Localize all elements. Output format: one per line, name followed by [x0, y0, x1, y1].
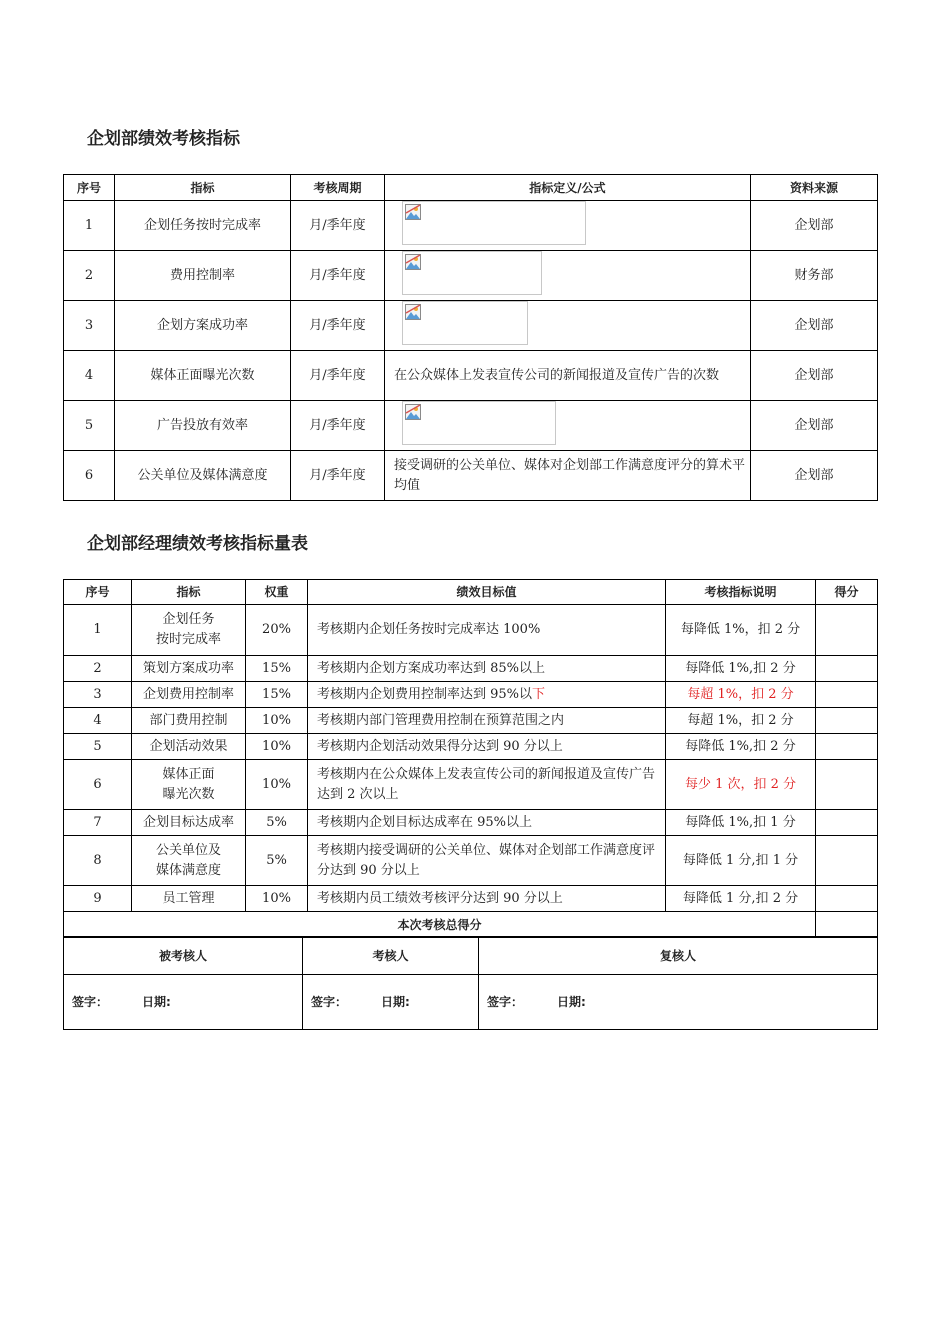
kpi-indicator: 公关单位及媒体满意度 [115, 451, 291, 501]
header-seq: 序号 [64, 175, 115, 201]
kpi-seq: 5 [64, 401, 115, 451]
assessor-sign-cell[interactable] [303, 975, 479, 1030]
kpi-indicator: 企划方案成功率 [115, 301, 291, 351]
target-text: 考核期内部门管理费用控制在预算范围之内 [317, 712, 565, 728]
section1-title: 企划部绩效考核指标 [87, 129, 240, 149]
scale-seq: 4 [64, 708, 132, 734]
scale-weight: 10% [246, 760, 308, 810]
scale-header-row [64, 580, 878, 605]
scale-table [63, 579, 878, 938]
scale-seq: 5 [64, 734, 132, 760]
scale-row [64, 656, 878, 682]
scale-target [308, 760, 666, 810]
scale-note: 每降低 1 分,扣 2 分 [666, 886, 816, 912]
scale-target [308, 734, 666, 760]
kpi-indicator: 广告投放有效率 [115, 401, 291, 451]
broken-image-icon [405, 204, 421, 220]
kpi-definition [385, 201, 751, 251]
scale-seq: 9 [64, 886, 132, 912]
scale-indicator: 企划活动效果 [132, 734, 246, 760]
kpi-row [64, 301, 878, 351]
signoff-role-row [64, 937, 878, 975]
signoff-sign-row [64, 975, 878, 1030]
kpi-period: 月/季年度 [291, 201, 385, 251]
kpi-source: 企划部 [751, 301, 878, 351]
total-score-cell[interactable] [816, 912, 878, 938]
target-text: 考核期内员工绩效考核评分达到 90 分以上 [317, 890, 563, 906]
scale-row [64, 810, 878, 836]
role-assessor: 考核人 [303, 937, 479, 975]
kpi-source: 企划部 [751, 351, 878, 401]
section2-title: 企划部经理绩效考核指标量表 [87, 534, 308, 554]
scale-seq: 2 [64, 656, 132, 682]
scale-note: 每少 1 次，扣 2 分 [666, 760, 816, 810]
date-label: 日期: [557, 995, 586, 1009]
kpi-table [63, 174, 878, 501]
scale-header-target: 绩效目标值 [308, 580, 666, 605]
kpi-source: 企划部 [751, 401, 878, 451]
role-reviewer: 复核人 [479, 937, 878, 975]
kpi-definition [385, 401, 751, 451]
scale-weight: 15% [246, 682, 308, 708]
kpi-indicator: 费用控制率 [115, 251, 291, 301]
target-text: 考核期内企划任务按时完成率达 100% [317, 622, 541, 637]
target-text: 考核期内企划费用控制率达到 95%以 [317, 686, 533, 702]
kpi-row [64, 201, 878, 251]
scale-indicator: 企划任务 按时完成率 [132, 605, 246, 656]
scale-header-score: 得分 [816, 580, 878, 605]
kpi-period: 月/季年度 [291, 351, 385, 401]
scale-header-note: 考核指标说明 [666, 580, 816, 605]
date-label: 日期: [142, 995, 171, 1009]
date-label: 日期: [381, 995, 410, 1009]
scale-target [308, 836, 666, 886]
scale-row [64, 836, 878, 886]
broken-image-icon [405, 404, 421, 420]
scale-weight: 10% [246, 734, 308, 760]
kpi-indicator: 媒体正面曝光次数 [115, 351, 291, 401]
header-source: 资料来源 [751, 175, 878, 201]
scale-note: 每降低 1%，扣 2 分 [666, 605, 816, 656]
scale-header-seq: 序号 [64, 580, 132, 605]
scale-indicator: 企划费用控制率 [132, 682, 246, 708]
kpi-definition: 在公众媒体上发表宣传公司的新闻报道及宣传广告的次数 [385, 351, 751, 401]
signoff-table [63, 936, 878, 1030]
kpi-definition [385, 251, 751, 301]
scale-indicator: 员工管理 [132, 886, 246, 912]
kpi-period: 月/季年度 [291, 451, 385, 501]
formula-image-placeholder [402, 401, 556, 445]
target-text: 考核期内接受调研的公关单位、媒体对企划部工作满意度评分达到 90 分以上 [317, 842, 656, 878]
scale-note: 每超 1%，扣 2 分 [666, 682, 816, 708]
scale-note: 每超 1%，扣 2 分 [666, 708, 816, 734]
scale-seq: 1 [64, 605, 132, 656]
scale-header-indicator: 指标 [132, 580, 246, 605]
scale-score[interactable] [816, 810, 878, 836]
total-score-row [64, 912, 878, 938]
broken-image-icon [405, 254, 421, 270]
kpi-row [64, 351, 878, 401]
target-text-highlight: 下 [532, 686, 546, 702]
scale-indicator: 公关单位及 媒体满意度 [132, 836, 246, 886]
scale-row [64, 708, 878, 734]
sign-label: 签字： [487, 995, 524, 1009]
scale-score[interactable] [816, 836, 878, 886]
scale-target [308, 886, 666, 912]
scale-note: 每降低 1%,扣 2 分 [666, 734, 816, 760]
scale-indicator: 部门费用控制 [132, 708, 246, 734]
scale-note: 每降低 1%,扣 1 分 [666, 810, 816, 836]
kpi-source: 财务部 [751, 251, 878, 301]
formula-image-placeholder [402, 201, 586, 245]
scale-target [308, 682, 666, 708]
kpi-seq: 6 [64, 451, 115, 501]
scale-seq: 7 [64, 810, 132, 836]
scale-score[interactable] [816, 708, 878, 734]
sign-label: 签字： [311, 995, 348, 1009]
scale-note: 每降低 1%,扣 2 分 [666, 656, 816, 682]
reviewer-sign-cell[interactable] [479, 975, 878, 1030]
header-definition: 指标定义/公式 [385, 175, 751, 201]
broken-image-icon [405, 304, 421, 320]
kpi-indicator: 企划任务按时完成率 [115, 201, 291, 251]
scale-row [64, 734, 878, 760]
scale-indicator: 媒体正面 曝光次数 [132, 760, 246, 810]
total-score-label: 本次考核总得分 [64, 912, 816, 938]
scale-score[interactable] [816, 760, 878, 810]
scale-indicator: 企划目标达成率 [132, 810, 246, 836]
assessee-sign-cell[interactable] [64, 975, 303, 1030]
scale-target [308, 605, 666, 656]
scale-weight: 20% [246, 605, 308, 656]
kpi-period: 月/季年度 [291, 251, 385, 301]
formula-image-placeholder [402, 301, 528, 345]
scale-weight: 10% [246, 886, 308, 912]
scale-score[interactable] [816, 682, 878, 708]
scale-seq: 6 [64, 760, 132, 810]
header-period: 考核周期 [291, 175, 385, 201]
scale-seq: 8 [64, 836, 132, 886]
scale-score[interactable] [816, 734, 878, 760]
scale-score[interactable] [816, 656, 878, 682]
scale-target [308, 810, 666, 836]
header-indicator: 指标 [115, 175, 291, 201]
kpi-seq: 4 [64, 351, 115, 401]
kpi-row [64, 451, 878, 501]
scale-weight: 5% [246, 810, 308, 836]
kpi-row [64, 251, 878, 301]
kpi-header-row [64, 175, 878, 201]
scale-score[interactable] [816, 605, 878, 656]
kpi-definition: 接受调研的公关单位、媒体对企划部工作满意度评分的算术平均值 [385, 451, 751, 501]
kpi-period: 月/季年度 [291, 401, 385, 451]
target-text: 考核期内企划方案成功率达到 85%以上 [317, 660, 546, 676]
kpi-definition [385, 301, 751, 351]
kpi-source: 企划部 [751, 201, 878, 251]
scale-row [64, 886, 878, 912]
target-text: 考核期内企划活动效果得分达到 90 分以上 [317, 738, 563, 754]
scale-score[interactable] [816, 886, 878, 912]
sign-label: 签字： [72, 995, 109, 1009]
scale-indicator: 策划方案成功率 [132, 656, 246, 682]
kpi-seq: 1 [64, 201, 115, 251]
scale-header-weight: 权重 [246, 580, 308, 605]
scale-seq: 3 [64, 682, 132, 708]
scale-row [64, 682, 878, 708]
scale-note: 每降低 1 分,扣 1 分 [666, 836, 816, 886]
role-assessee: 被考核人 [64, 937, 303, 975]
scale-weight: 5% [246, 836, 308, 886]
kpi-row [64, 401, 878, 451]
scale-target [308, 708, 666, 734]
scale-row [64, 760, 878, 810]
scale-row [64, 605, 878, 656]
target-text: 考核期内企划目标达成率在 95%以上 [317, 814, 533, 830]
kpi-source: 企划部 [751, 451, 878, 501]
formula-image-placeholder [402, 251, 542, 295]
kpi-period: 月/季年度 [291, 301, 385, 351]
target-text: 考核期内在公众媒体上发表宣传公司的新闻报道及宣传广告达到 2 次以上 [317, 766, 656, 802]
scale-target [308, 656, 666, 682]
scale-weight: 15% [246, 656, 308, 682]
kpi-seq: 3 [64, 301, 115, 351]
scale-weight: 10% [246, 708, 308, 734]
kpi-seq: 2 [64, 251, 115, 301]
